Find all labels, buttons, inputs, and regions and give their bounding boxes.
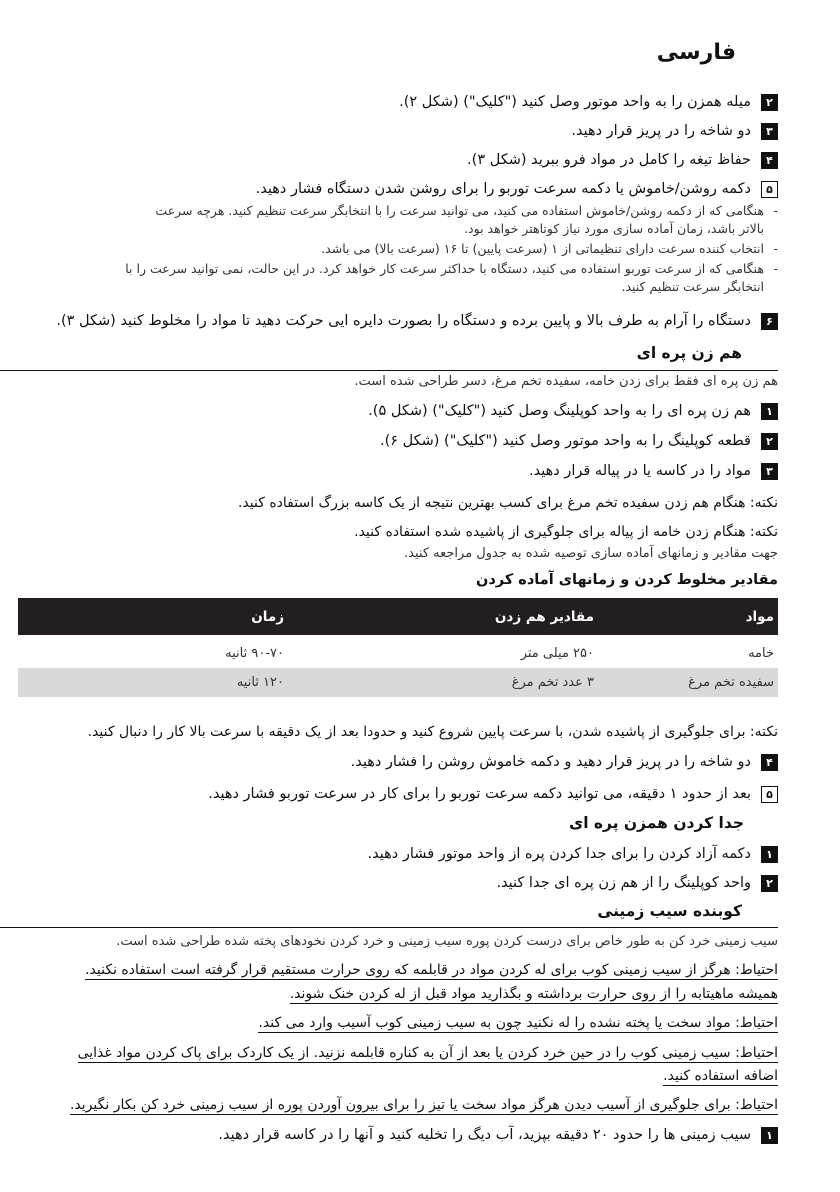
section-divider [0, 927, 778, 928]
step-number: ۴ [761, 152, 778, 169]
step-item [351, 751, 778, 773]
step-item [368, 400, 778, 422]
step-number: ۵ [761, 181, 778, 198]
caution-text: احتیاط: سیب زمینی کوب را در حین خرد کردن یا بعد از آن به کناره قابلمه نزنید. از یک کاردک برای پاک کردن مواد غذایی [77, 1045, 778, 1061]
step-text: مواد را در کاسه یا در پیاله قرار دهید. [529, 463, 751, 479]
section-divider [0, 370, 778, 371]
step-number: ۲ [761, 875, 778, 892]
bullet-item: -هنگامی که از دکمه روشن/خاموش استفاده می کنید، می توانید سرعت را با انتخابگر سرعت تنظیم کنید. هرچه سرعت بالاتر باشد، زمان آماده سازی مورد نیاز کوتاهتر خواهد بود. [155, 203, 778, 236]
step-item [380, 430, 778, 452]
bullet-text: هنگامی که از سرعت توربو استفاده می کنید، دستگاه با حداکثر سرعت کار خواهد کرد. در این حالت، نمی توانید سرعت را با [125, 261, 764, 276]
table-title: مقادیر مخلوط کردن و زمانهای آماده کردن [475, 572, 778, 588]
note: نکته: برای جلوگیری از پاشیده شدن، با سرعت پایین شروع کنید و حدودا بعد از یک دقیقه با سرعت بالا کار را دنبال کنید. [87, 724, 778, 740]
caution-text: احتیاط: مواد سخت یا پخته نشده را له نکنید چون به سیب زمینی کوب آسیب وارد می کند. [258, 1015, 778, 1031]
step-number: ۵ [761, 786, 778, 803]
step-text: میله همزن را به واحد موتور وصل کنید ("کلیک") (شکل ۲). [399, 94, 751, 110]
table-header-row [18, 598, 778, 635]
step-text: دکمه آزاد کردن را برای جدا کردن پره از واحد موتور فشار دهید. [367, 846, 751, 862]
table-cell: ۳ عدد تخم مرغ [511, 675, 594, 690]
bullet-text: انتخاب کننده سرعت دارای تنظیماتی از ۱ (سرعت پایین) تا ۱۶ (سرعت بالا) می باشد. [321, 241, 764, 256]
bullet-text-cont: بالاتر باشد، زمان آماده سازی مورد نیاز کوتاهتر خواهد بود. [464, 221, 764, 236]
language-title: فارسی [656, 40, 736, 65]
step-text: بعد از حدود ۱ دقیقه، می توانید دکمه سرعت توربو را برای کار در سرعت توربو فشار دهید. [208, 786, 751, 802]
step-text: واحد کوپلینگ را از هم زن پره ای جدا کنید. [496, 875, 751, 891]
bullet-item: -انتخاب کننده سرعت دارای تنظیماتی از ۱ (سرعت پایین) تا ۱۶ (سرعت بالا) می باشد. [321, 241, 778, 256]
step-text: حفاظ تیغه را کامل در مواد فرو ببرید (شکل ۳). [467, 152, 751, 168]
table-cell: خامه [748, 646, 774, 661]
table-header-cell: مواد [745, 608, 774, 625]
note: جهت مقادیر و زمانهای آماده سازی توصیه شده به جدول مراجعه کنید. [404, 546, 778, 561]
step-text: هم زن پره ای را به واحد کوپلینگ وصل کنید ("کلیک") (شکل ۵). [368, 403, 751, 419]
step-item [56, 310, 778, 332]
step-number: ۴ [761, 754, 778, 771]
bullet-text-cont: انتخابگر سرعت تنظیم کنید. [621, 279, 764, 294]
section-heading-whisk: هم زن پره ای [636, 344, 742, 362]
step-number: ۲ [761, 433, 778, 450]
step-number: ۳ [761, 123, 778, 140]
step-item [256, 178, 778, 200]
section-intro: سیب زمینی خرد کن به طور خاص برای درست کردن پوره سیب زمینی و خرد کردن نخودهای پخته شده طراحی شده است. [116, 934, 778, 949]
step-text: دستگاه را آرام به طرف بالا و پایین برده و دستگاه را بصورت دایره ایی حرکت دهید تا مواد را مخلوط کنید (شکل ۳). [56, 313, 751, 329]
table-header-cell: زمان [251, 608, 284, 625]
step-item [399, 91, 778, 113]
step-text: سیب زمینی ها را حدود ۲۰ دقیقه بپزید، آب دیگ را تخلیه کنید و آنها را در کاسه قرار دهید. [218, 1127, 751, 1143]
step-item [368, 843, 778, 865]
step-item [571, 120, 778, 142]
note: نکته: هنگام زدن خامه از پیاله برای جلوگیری از پاشیده شده استفاده کنید. [354, 524, 778, 540]
step-item [467, 149, 778, 171]
step-text: دکمه روشن/خاموش یا دکمه سرعت توربو را برای روشن شدن دستگاه فشار دهید. [255, 181, 751, 197]
caution-text: همیشه ماهیتابه را از روی حرارت برداشته و بگذارید مواد قبل از له کردن خنک شوند. [289, 986, 778, 1002]
caution-text: احتیاط: هرگز از سیب زمینی کوب برای له کردن مواد در قابلمه که روی حرارت مستقیم قرار گرفته است استفاده نکنید. [85, 962, 778, 978]
caution-text: احتیاط: برای جلوگیری از آسیب دیدن هرگز مواد سخت یا تیز را برای بیرون آوردن پوره از سیب زمینی خرد کن بکار نگیرید. [69, 1097, 778, 1113]
step-text: قطعه کوپلینگ را به واحد موتور وصل کنید ("کلیک") (شکل ۶). [379, 433, 751, 449]
step-number: ۱ [761, 403, 778, 420]
table-header-cell: مقادیر هم زدن [494, 608, 594, 625]
table-row [18, 668, 778, 697]
step-number: ۶ [761, 313, 778, 330]
step-text: دو شاخه را در پریز قرار دهید و دکمه خاموش روشن را فشار دهید. [350, 754, 751, 770]
step-number: ۲ [761, 94, 778, 111]
section-intro: هم زن پره ای فقط برای زدن خامه، سفیده تخم مرغ، دسر طراحی شده است. [354, 374, 778, 389]
step-number: ۱ [761, 1127, 778, 1144]
bullet-item: -هنگامی که از سرعت توربو استفاده می کنید، دستگاه با حداکثر سرعت کار خواهد کرد. در این حالت، نمی توانید سرعت را با انتخابگر سرعت تنظیم کنید. [125, 261, 778, 294]
table-row [18, 639, 778, 668]
table-cell: سفیده تخم مرغ [688, 675, 774, 690]
bullet-text: هنگامی که از دکمه روشن/خاموش استفاده می کنید، می توانید سرعت را با انتخابگر سرعت تنظیم کنید. هرچه سرعت [155, 203, 764, 218]
table-cell: ۱۲۰ ثانیه [236, 675, 284, 690]
table-cell: ۹۰-۷۰ ثانیه [225, 646, 284, 661]
section-heading-masher: کوبنده سیب زمینی [597, 902, 742, 920]
mixing-table [18, 598, 778, 697]
step-text: دو شاخه را در پریز قرار دهید. [571, 123, 751, 139]
caution-text: اضافه استفاده کنید. [663, 1068, 778, 1084]
table-cell: ۲۵۰ میلی متر [520, 646, 594, 661]
note: نکته: هنگام هم زدن سفیده تخم مرغ برای کسب بهترین نتیجه از یک کاسه بزرگ استفاده کنید. [237, 495, 778, 511]
step-number: ۳ [761, 463, 778, 480]
step-number: ۱ [761, 846, 778, 863]
step-item [496, 872, 778, 894]
step-item [529, 460, 778, 482]
section-heading-detach: جدا کردن همزن پره ای [568, 814, 744, 832]
step-item [208, 783, 778, 805]
step-item [218, 1124, 778, 1146]
